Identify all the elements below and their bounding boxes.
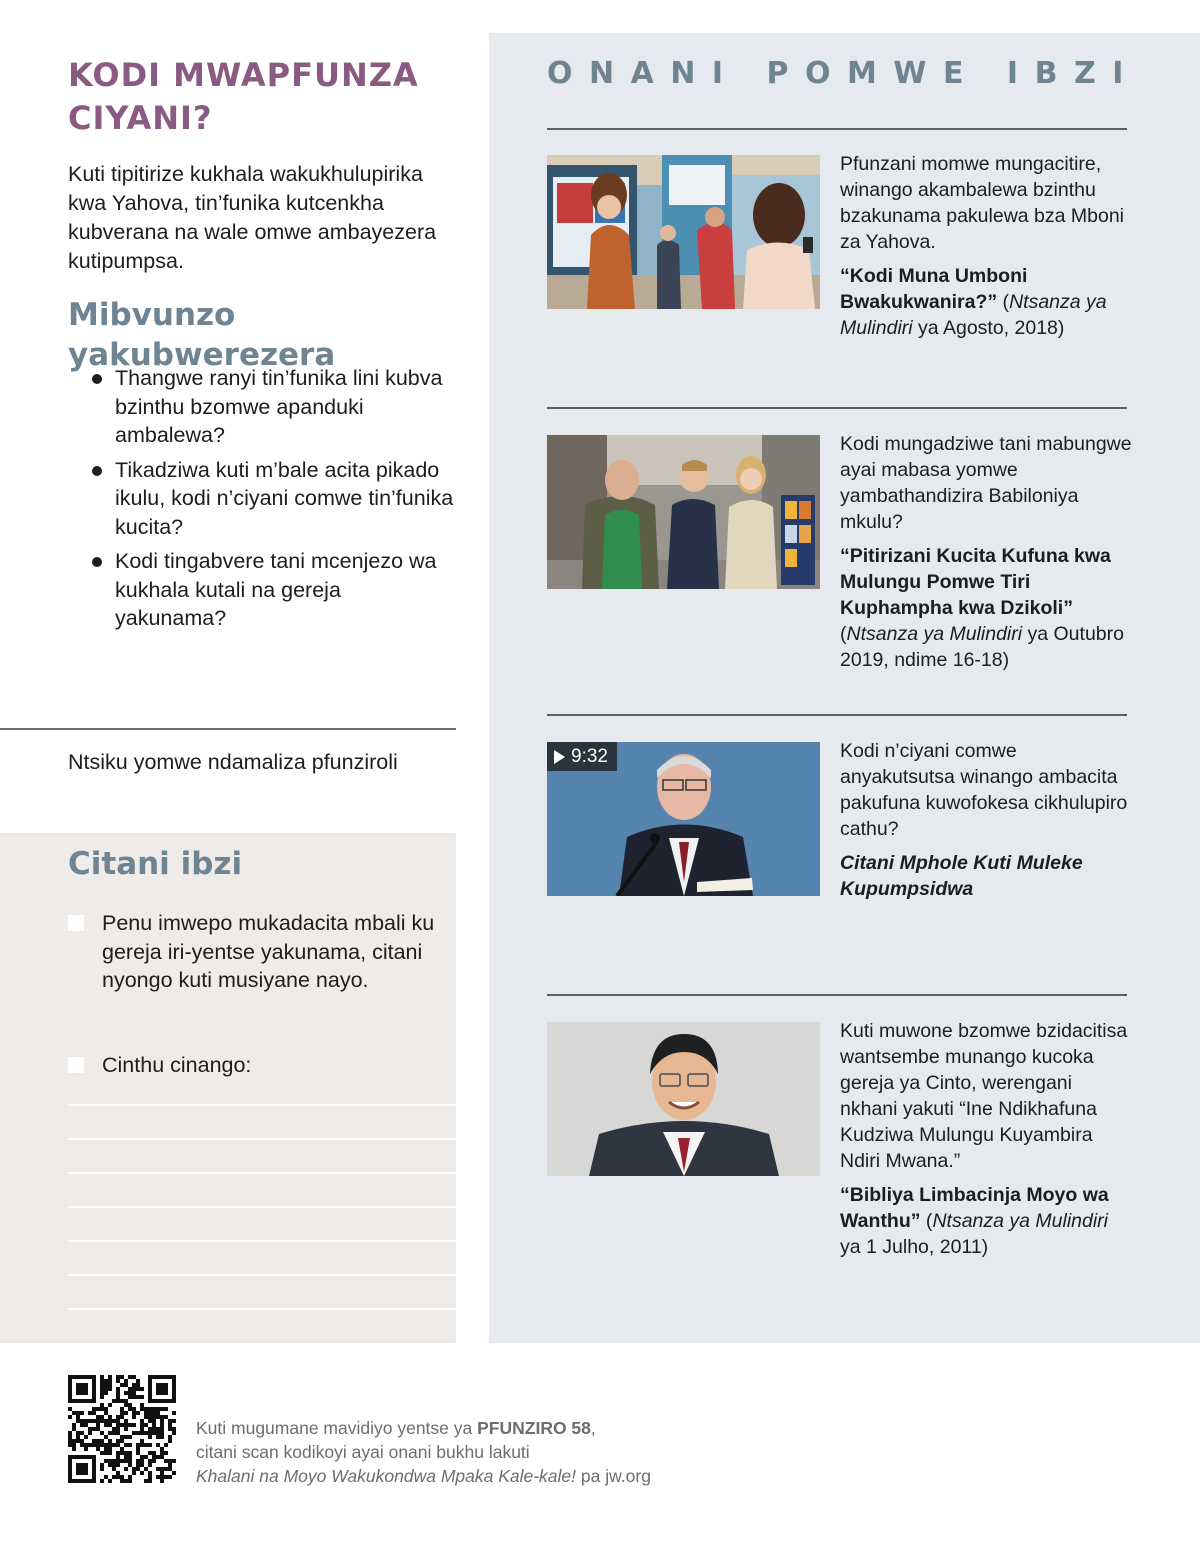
footer-text: , [590,1418,596,1438]
review-question-text: Tikadziwa kuti m’bale acita pikado ikulu, kodi n’ciyani comwe tin’funika kucita? [115,457,454,539]
resource-video [840,738,1132,902]
resource-reference[interactable] [840,850,1132,902]
bullet-icon [92,466,102,476]
review-question-text: Thangwe ranyi tin’funika lini kubva bzinthu bzomwe apanduki ambalewa? [115,366,443,447]
bullet-icon [92,374,102,384]
note-line[interactable] [68,1274,456,1276]
review-questions-title: Mibvunzo yakubwerezera [68,297,336,373]
resource-literature-cart [840,431,1132,673]
reference-paren: ( [920,1210,933,1232]
footer-line-3 [196,1464,716,1488]
play-icon [554,750,565,764]
note-line[interactable] [68,1172,456,1174]
completion-date-label: Ntsiku yomwe ndamaliza pfunziroli [68,750,398,774]
completion-divider [0,728,456,730]
review-question [92,547,456,633]
reference-paren: ( [997,291,1010,313]
footer-line-2: citani scan kodikoyi ayai onani bukhu lakuti [196,1442,530,1462]
resource-description: Kodi n’ciyani comwe anyakutsutsa winango ambacita pakufuna kuwofokesa cikhulupiro cathu? [840,740,1128,840]
video-duration-badge[interactable] [547,742,617,771]
resource-description: Kuti muwone bzomwe bzidacitisa wantsembe munango kucoka gereja ya Cinto, werengani nkhani yakuti “Ine Ndikhafuna Kudziwa Mulungu Kuyambira Ndiri Mwana.” [840,1020,1128,1172]
section-divider [547,128,1127,130]
resource-reference[interactable] [840,1182,1132,1260]
section-divider [547,407,1127,409]
bullet-icon [92,557,102,567]
publication-issue: ya 1 Julho, 2011) [840,1236,989,1258]
footer-website[interactable]: pa jw.org [576,1466,651,1486]
do-this-item [68,1051,448,1080]
reference-paren: ( [840,623,847,645]
summary-text: Kuti tipitirize kukhala wakukhulupirika kwa Yahova, tin’funika kutcenkha kubverana na wale omwe ambayezera kutipumpsa. [68,162,437,273]
footer-text: Kuti mugumane mavidiyo yentse ya [196,1418,478,1438]
resource-image-portrait[interactable] [547,1022,820,1176]
video-duration: 9:32 [571,746,608,767]
publication-name: Ntsanza ya Mulindiri [840,291,1107,339]
review-questions-list [92,364,456,639]
explore-title: ONANI POMWE IBZI [547,56,1140,91]
review-question [92,364,456,450]
checkbox-icon[interactable] [68,1057,84,1073]
do-this-item-text: Cinthu cinango: [102,1053,252,1077]
note-line[interactable] [68,1240,456,1242]
footer-line-1 [196,1416,716,1440]
footer-note [196,1416,716,1488]
note-line[interactable] [68,1206,456,1208]
video-title[interactable]: Citani Mphole Kuti Muleke Kupumpsidwa [840,852,1083,900]
publication-issue: ya Outubro 2019, ndime 16-18) [840,623,1124,671]
resource-image-literature-cart[interactable] [547,435,820,589]
resource-portrait [840,1018,1132,1260]
section-divider [547,714,1127,716]
review-question-text: Kodi tingabvere tani mcenjezo wa kukhala kutali na gereja yakunama? [115,549,437,630]
publication-name: Ntsanza ya Mulindiri [846,623,1023,645]
qr-code-icon[interactable] [68,1375,176,1483]
resource-description: Pfunzani momwe mungacitire, winango akambalewa bzinthu bzakunama pakulewa bza Mboni za Yahova. [840,153,1125,253]
resource-image-mall[interactable] [547,155,820,309]
note-line[interactable] [68,1138,456,1140]
note-line[interactable] [68,1308,456,1310]
do-this-item [68,909,448,995]
do-this-title: Citani ibzi [68,846,243,882]
article-title[interactable]: “Bibliya Limbacinja Moyo wa Wanthu” [840,1184,1109,1232]
note-line[interactable] [68,1104,456,1106]
resource-mall [840,151,1132,341]
resource-description: Kodi mungadziwe tani mabungwe ayai mabasa yomwe yambathandizira Babiloniya mkulu? [840,433,1132,533]
book-title: Khalani na Moyo Wakukondwa Mpaka Kale-kale! [196,1466,577,1486]
review-question [92,456,456,542]
do-this-item-text: Penu imwepo mukadacita mbali ku gereja iri-yentse yakunama, citani nyongo kuti musiyane nayo. [102,911,435,992]
section-divider [547,994,1127,996]
article-title[interactable]: “Kodi Muna Umboni Bwakukwanira?” [840,265,1028,313]
article-title[interactable]: “Pitirizani Kucita Kufuna kwa Mulungu Pomwe Tiri Kuphampha kwa Dzikoli” [840,545,1111,619]
summary-title: KODI MWAPFUNZA CIYANI? [68,56,419,137]
checkbox-icon[interactable] [68,915,84,931]
publication-name: Ntsanza ya Mulindiri [932,1210,1109,1232]
lesson-number: PFUNZIRO 58 [477,1418,591,1438]
resource-reference[interactable] [840,263,1132,341]
resource-reference[interactable] [840,543,1132,673]
publication-issue: ya Agosto, 2018) [912,317,1065,339]
